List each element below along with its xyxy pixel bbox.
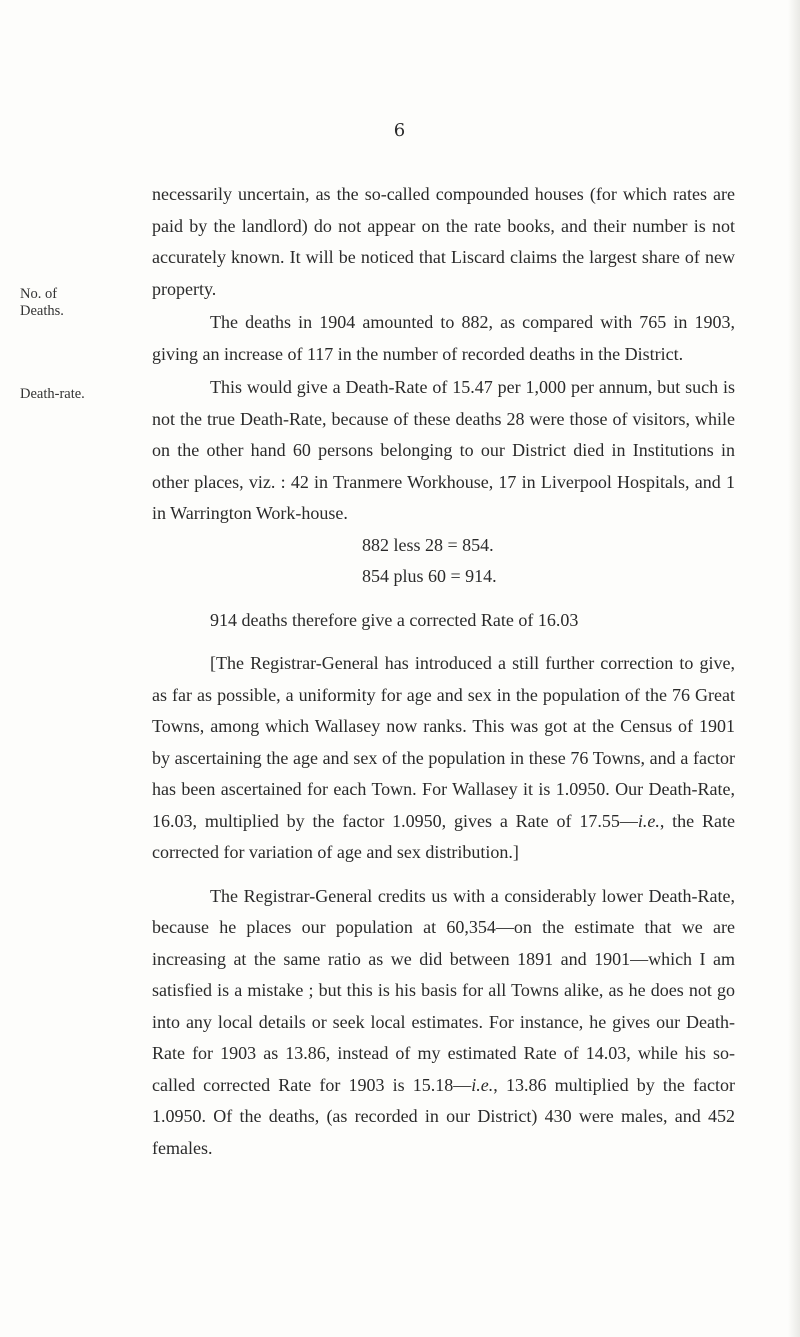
credits-text-b: , 13.86 multiplied by the factor 1.0950. Of the deaths, (as recorded in our District) 430 were males, and 452 females. [152,1074,735,1158]
margin-note-deaths-line-1: No. of [20,286,58,302]
paragraph-registrar-correction [152,648,735,869]
registrar-ie: i.e. [637,810,660,831]
registrar-text-a: [The Registrar-General has introduced a still further correction to give, as far as possible, a uniformity for age and sex in the population of the 76 Great Towns, among which Wallasey now ranks. This was got at the Census of 1901 by ascertaining the age and sex of the population in these 76 Towns, and a factor has been ascertained for each Town. For Wallasey it is 1.0950. Our Death-Rate, 16.03, multiplied by the factor 1.0950, gives a Rate of 17.55— [152,653,735,831]
paragraph-death-rate: This would give a Death-Rate of 15.47 per 1,000 per annum, but such is not the true Death-Rate, because of these deaths 28 were those of visitors, while on the other hand 60 persons belonging to our District died in Institutions in other places, viz. : 42 in Tranmere Workhouse, 17 in Liverpool Hospitals, and 1 in Warrington Work-house. [152,377,735,523]
paragraph-corrected-rate: 914 deaths therefore give a corrected Rate of 16.03 [210,609,579,630]
paragraph-deaths: The deaths in 1904 amounted to 882, as compared with 765 in 1903, giving an increase of 117 in the number of recorded deaths in the District. [152,312,735,364]
paragraph-liscard: necessarily uncertain, as the so-called compounded houses (for which rates are paid by the landlord) do not appear on the rate books, and their number is not accurately known. It will be noticed that Liscard claims the largest share of new property. [152,184,735,299]
body-text [152,179,735,1164]
page-edge-shadow [788,0,800,1337]
equation-plus: 854 plus 60 = 914. [362,566,497,586]
paragraph-registrar-credits [152,881,735,1165]
registrar-text-b: , the Rate corrected for variation of age and sex distribution.] [152,810,736,862]
credits-ie: i.e. [471,1074,494,1095]
margin-note-death-rate: Death-rate. [20,386,85,402]
margin-note-deaths-line-2: Deaths. [20,303,64,319]
equation-less: 882 less 28 = 854. [362,534,494,555]
margin-note-deaths [20,286,64,320]
credits-text-a: The Registrar-General credits us with a considerably lower Death-Rate, because he places our population at 60,354—on the estimate that we are increasing at the same ratio as we did between 1891 and 1901—which I am satisfied is a mistake ; but this is his basis for all Towns alike, as he does not go into any local details or seek local estimates. For instance, he gives our Death-Rate for 1903 as 13.86, instead of my estimated Rate of 14.03, while his so-called corrected Rate for 1903 is 15.18— [152,885,735,1095]
page-number: 6 [393,120,407,141]
